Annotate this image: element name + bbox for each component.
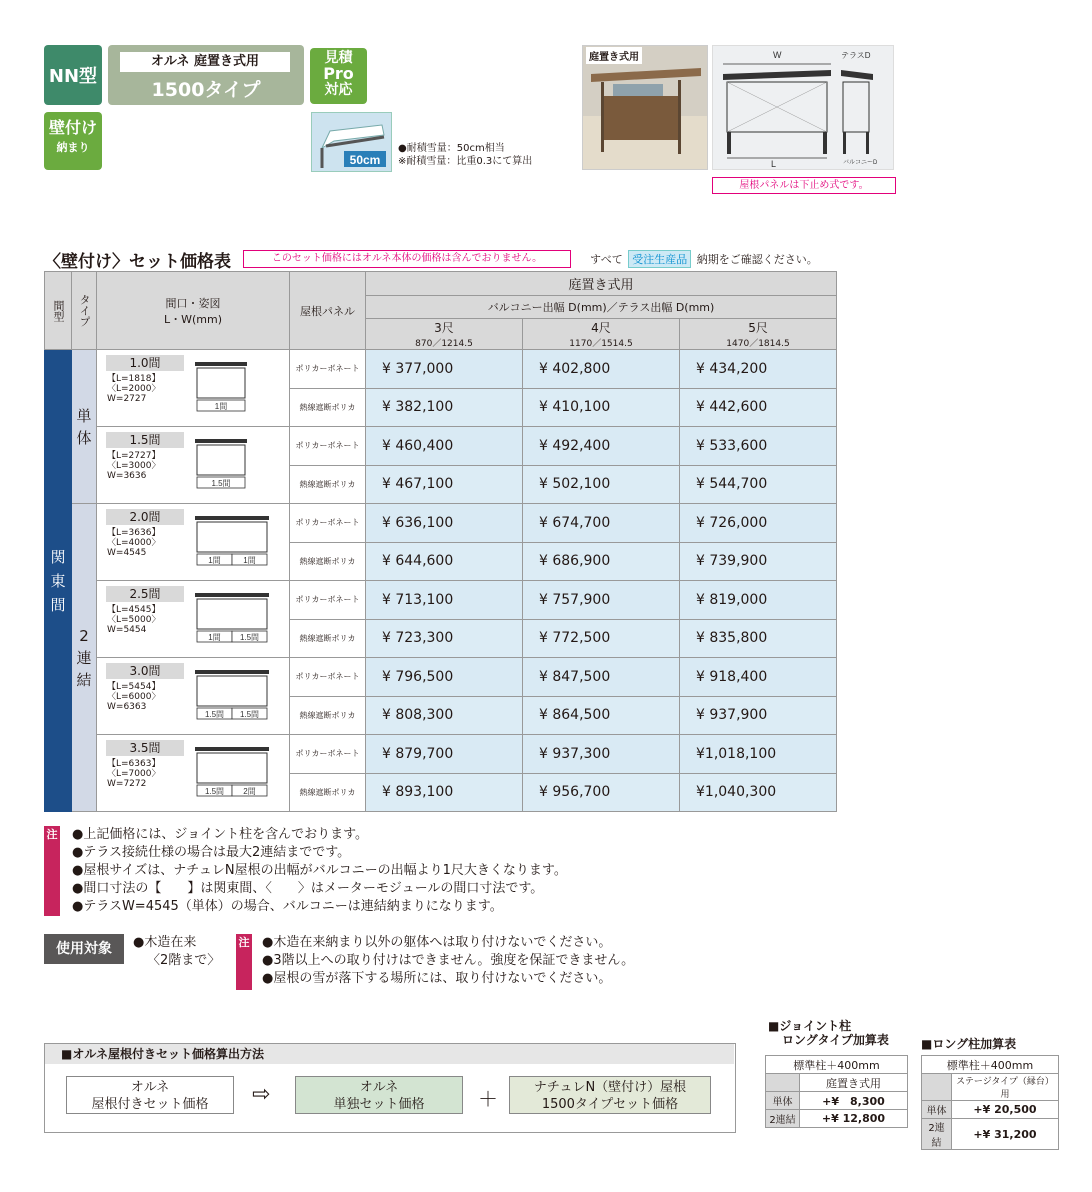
mitsumori-line-2: Pro [323,64,354,83]
roof-type-heat: 熱線遮断ポリカ [290,542,366,581]
price-cell: ¥ 772,500 [523,619,680,658]
delivery-note [590,250,818,268]
joint-table [765,1055,908,1128]
note-badge: 注 [44,826,60,916]
joint-row-label: 単体 [766,1092,800,1110]
size-cell [97,735,290,812]
long-row-label: 単体 [922,1101,952,1119]
roof-type-poly: ポリカーボネート [290,427,366,466]
long-head: 標準柱＋400mm [922,1056,1059,1074]
price-cell: ¥ 864,500 [523,696,680,735]
formula-set-price: オルネ 屋根付きセット価格 [66,1076,234,1114]
long-row-label: 2連結 [922,1119,952,1150]
price-cell: ¥ 544,700 [680,465,837,504]
snow-roof-icon [312,113,391,171]
price-cell: ¥ 442,600 [680,388,837,427]
roof-type-heat: 熱線遮断ポリカ [290,465,366,504]
usage-note-line: ●3階以上への取り付けはできません。強度を保証できません。 [262,953,635,968]
notes-list [72,826,567,916]
long-table-title: ■ロング柱加算表 [921,1037,1017,1051]
roof-type-heat: 熱線遮断ポリカ [290,388,366,427]
svg-text:1間: 1間 [208,556,221,565]
roof-type-poly: ポリカーボネート [290,504,366,543]
header-roof: 屋根パネル [290,272,366,350]
roof-panel-note: 屋根パネルは下止め式です。 [712,177,896,194]
long-table [921,1055,1059,1150]
header-size-label: 間口・姿図 [165,296,221,310]
price-cell: ¥ 918,400 [680,658,837,697]
size-label: 1.5間 [106,432,184,448]
header-size [97,272,290,350]
size-dimensions: 【L=6363】 〈L=7000〉 W=7272 [107,759,161,789]
joint-row-price: +¥ 8,300 [800,1092,908,1110]
size-cell [97,581,290,658]
frame-diagram-icon [193,668,273,724]
note-line: ●テラスW=4545（単体）の場合、バルコニーは連結納まりになります。 [72,899,503,914]
made-to-order-tag: 受注生産品 [628,250,691,268]
size-dimensions: 【L=1818】 〈L=2000〉 W=2727 [107,374,161,404]
product-title-badge [108,45,304,105]
plus-sign: ＋ [478,1087,498,1111]
size-label: 2.0間 [106,509,184,525]
snow-load-icon [311,112,392,172]
table-row [45,581,837,620]
price-cell: ¥1,040,300 [680,773,837,812]
price-cell: ¥ 686,900 [523,542,680,581]
note-line: ●間口寸法の【 】は関東間、〈 〉はメーターモジュールの間口寸法です。 [72,881,544,896]
section-note: このセット価格にはオルネ本体の価格は含んでおりません。 [243,250,571,268]
header-type: 間型 [45,272,72,350]
size-dimensions: 【L=2727】 〈L=3000〉 W=3636 [107,451,161,481]
mitsumori-line-3: 対応 [324,82,353,98]
size-cell [97,504,290,581]
delivery-pre: すべて [590,253,623,266]
product-photo-illustration [583,46,707,169]
size-label: 3.0間 [106,663,184,679]
price-cell: ¥ 533,600 [680,427,837,466]
price-cell: ¥ 879,700 [366,735,523,774]
table-row [45,658,837,697]
joint-row-label: 2連結 [766,1110,800,1128]
price-cell: ¥1,018,100 [680,735,837,774]
usage-note-badge: 注 [236,934,252,990]
diagram-label-l: L [771,159,777,169]
type-double: 2 連 結 [72,504,97,812]
price-cell: ¥ 410,100 [523,388,680,427]
roof-type-heat: 熱線遮断ポリカ [290,773,366,812]
product-type: 1500タイプ [151,79,261,101]
joint-col: 庭置き式用 [800,1074,908,1092]
snow-value: 50cm [349,153,381,167]
price-cell: ¥ 467,100 [366,465,523,504]
usage-badge: 使用対象 [44,934,124,964]
wall-badge-line-2: 納まり [56,141,90,154]
price-cell: ¥ 726,000 [680,504,837,543]
price-cell: ¥ 739,900 [680,542,837,581]
snow-notes [398,142,532,168]
price-cell: ¥ 674,700 [523,504,680,543]
usage-text [133,934,220,970]
long-row-price: +¥ 31,200 [952,1119,1059,1150]
roof-type-poly: ポリカーボネート [290,581,366,620]
svg-text:1.5間: 1.5間 [211,479,231,488]
joint-row-price: +¥ 12,800 [800,1110,908,1128]
price-cell: ¥ 377,000 [366,350,523,389]
joint-head: 標準柱＋400mm [766,1056,908,1074]
note-line: ●上記価格には、ジョイント柱を含んでおります。 [72,827,369,842]
dimension-diagram-svg [713,46,893,169]
svg-text:1.5間: 1.5間 [204,710,225,719]
wall-badge-line-1: 壁付け [48,118,97,137]
formula-single-price: オルネ 単独セット価格 [295,1076,463,1114]
svg-text:1間: 1間 [214,402,228,411]
size-cell [97,427,290,504]
type-single: 単 体 [72,350,97,504]
usage-note-line: ●木造在来納まり以外の躯体へは取り付けないでください。 [262,935,612,950]
table-row [45,427,837,466]
section-title: 〈壁付け〉セット価格表 [44,252,231,272]
roof-type-heat: 熱線遮断ポリカ [290,619,366,658]
roof-type-poly: ポリカーボネート [290,350,366,389]
size-dimensions: 【L=4545】 〈L=5000〉 W=5454 [107,605,161,635]
formula-roof-price: ナチュレN（壁付け）屋根 1500タイプセット価格 [509,1076,711,1114]
price-cell: ¥ 796,500 [366,658,523,697]
price-table [44,271,837,812]
price-cell: ¥ 434,200 [680,350,837,389]
arrow-right-icon: ⇨ [252,1082,271,1107]
col-3shaku: 3尺 870／1214.5 [366,319,523,350]
diagram-label-balcony-d: バルコニーD [843,160,878,166]
snow-note-1: ●耐積雪量：50cm相当 [398,143,505,154]
col-5shaku: 5尺 1470／1814.5 [680,319,837,350]
photo-label: 庭置き式用 [586,47,642,64]
price-cell: ¥ 382,100 [366,388,523,427]
long-row-price: +¥ 20,500 [952,1101,1059,1119]
diagram-label-terrace-d: テラスD [841,51,871,60]
frame-diagram-icon [193,437,273,493]
size-label: 2.5間 [106,586,184,602]
price-cell: ¥ 847,500 [523,658,680,697]
price-cell: ¥ 636,100 [366,504,523,543]
nn-type-badge: NN型 [44,45,102,105]
long-col: ステージタイプ（縁台）用 [952,1074,1059,1101]
price-cell: ¥ 835,800 [680,619,837,658]
svg-text:1.5間: 1.5間 [239,633,260,642]
price-cell: ¥ 460,400 [366,427,523,466]
price-cell: ¥ 402,800 [523,350,680,389]
svg-text:1.5間: 1.5間 [239,710,260,719]
usage-line: 〈2階まで〉 [147,953,221,968]
size-label: 3.5間 [106,740,184,756]
size-dimensions: 【L=5454】 〈L=6000〉 W=6363 [107,682,161,712]
region-label: 関 東 間 [45,350,72,812]
svg-text:1間: 1間 [243,556,256,565]
price-cell: ¥ 757,900 [523,581,680,620]
mitsumori-pro-badge [310,48,367,104]
price-cell: ¥ 893,100 [366,773,523,812]
price-cell: ¥ 644,600 [366,542,523,581]
price-cell: ¥ 713,100 [366,581,523,620]
joint-table-title: ■ジョイント柱 ロングタイプ加算表 [768,1019,889,1047]
frame-diagram-icon [193,360,273,416]
size-cell [97,350,290,427]
snow-note-2: ※耐積雪量：比重0.3にて算出 [398,156,533,167]
wall-mount-badge [44,112,102,170]
note-line: ●屋根サイズは、ナチュレN屋根の出幅がバルコニーの出幅より1尺大きくなります。 [72,863,567,878]
formula-title: ■オルネ屋根付きセット価格算出方法 [45,1044,734,1064]
roof-type-poly: ポリカーボネート [290,658,366,697]
size-label: 1.0間 [106,355,184,371]
size-cell [97,658,290,735]
diagram-label-w: W [773,50,782,60]
frame-diagram-icon [193,514,273,570]
price-cell: ¥ 723,300 [366,619,523,658]
header-size-unit: L・W(mm) [163,312,223,326]
table-row [45,504,837,543]
price-cell: ¥ 502,100 [523,465,680,504]
roof-type-poly: ポリカーボネート [290,735,366,774]
col-4shaku: 4尺 1170／1514.5 [523,319,680,350]
price-cell: ¥ 937,300 [523,735,680,774]
dimension-diagram [712,45,894,170]
usage-notes [262,934,634,988]
price-cell: ¥ 492,400 [523,427,680,466]
table-row [45,735,837,774]
price-cell: ¥ 808,300 [366,696,523,735]
price-cell: ¥ 956,700 [523,773,680,812]
price-cell: ¥ 819,000 [680,581,837,620]
price-cell: ¥ 937,900 [680,696,837,735]
delivery-post: 納期をご確認ください。 [696,253,818,266]
table-row [45,350,837,389]
svg-text:1間: 1間 [208,633,221,642]
frame-diagram-icon [193,745,273,801]
mitsumori-line-1: 見積 [324,50,353,66]
frame-diagram-icon [193,591,273,647]
header-subtype: タイプ [72,272,97,350]
roof-type-heat: 熱線遮断ポリカ [290,696,366,735]
usage-line: ●木造在来 [133,935,197,950]
svg-text:1.5間: 1.5間 [204,787,225,796]
header-group: 庭置き式用 [366,272,837,296]
svg-text:2間: 2間 [243,787,256,796]
header-depth: バルコニー出幅 D(mm)／テラス出幅 D(mm) [366,296,837,319]
product-name: オルネ 庭置き式用 [120,52,290,72]
note-line: ●テラス接続仕様の場合は最大2連結までです。 [72,845,351,860]
size-dimensions: 【L=3636】 〈L=4000〉 W=4545 [107,528,161,558]
usage-note-line: ●屋根の雪が落下する場所には、取り付けないでください。 [262,971,612,986]
